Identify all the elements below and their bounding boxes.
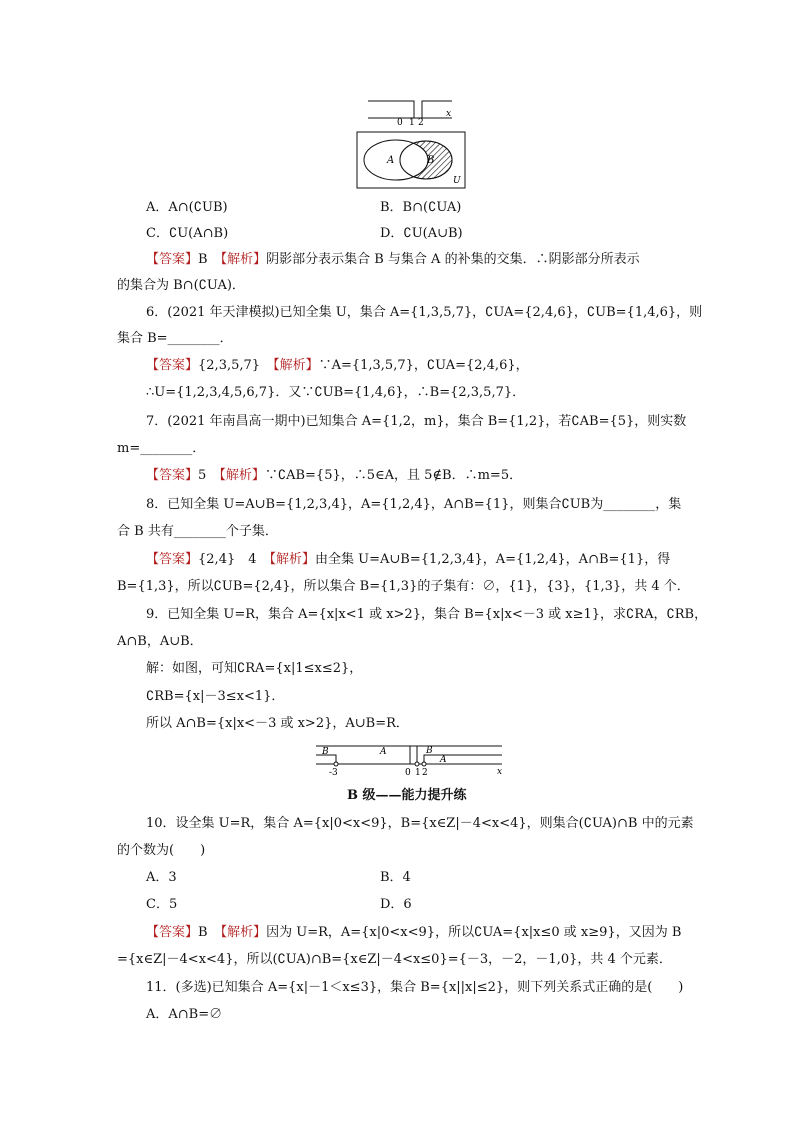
q10-option-a: A．3 (146, 870, 177, 885)
explanation-tag: 【解析】 (219, 468, 265, 483)
q10-option-b: B．4 (380, 870, 411, 885)
explanation-tag: 【解析】 (220, 925, 267, 940)
top-number-line-figure (360, 96, 460, 126)
q8-explanation-cont: B={1,3}，所以∁UB={2,4}，所以集合 B={1,3}的子集有：∅，{1}，{3}，{1,3}，共 4 个． (117, 579, 690, 594)
q9-solution-line-1: 解：如图，可知∁RA={x|1≤x≤2}， (146, 661, 363, 676)
answer-tag: 【答案】 (146, 552, 199, 567)
q10-option-d: D．6 (380, 897, 412, 912)
universe-label: U (453, 176, 461, 186)
q9-stem: 9．已知全集 U=R，集合 A={x|x<1 或 x>2}，集合 B={x|x<－3 或 x≥1}，求∁RA，∁RB， (146, 607, 708, 622)
q5-explanation-cont: 的集合为 B∩(∁UA)． (117, 278, 245, 293)
axis-label: x (497, 767, 503, 777)
q10-explanation-cont: ={x∈Z|－4<x<4}，所以(∁UA)∩B={x∈Z|－4<x≤0}={－3，－2，－1,0}，共 4 个元素． (117, 952, 672, 967)
q10-answer (146, 924, 681, 942)
q8-stem-cont: 合 B 共有________个子集． (117, 524, 278, 539)
explanation-tag: 【解析】 (273, 358, 319, 373)
q7-stem-cont: m=________． (117, 441, 206, 456)
set-b-label: B (427, 155, 435, 166)
answer-value: 5 (198, 468, 207, 483)
q6-answer (146, 357, 529, 375)
tick-label: -3 (329, 768, 338, 777)
answer-value: {2,3,5,7} (198, 358, 261, 373)
answer-value: {2,4} 4 (198, 552, 257, 567)
tick-label: 1 (415, 768, 421, 777)
q6-explanation-cont: ∴U={1,2,3,4,5,6,7}．又∵∁UB={1,4,6}，∴B={2,3,5,7}． (146, 385, 526, 400)
tick-label: 2 (422, 768, 428, 777)
answer-value: B (198, 925, 208, 940)
answer-tag: 【答案】 (146, 925, 199, 940)
q5-option-d: D．∁U(A∪B) (380, 226, 463, 241)
q10-option-c: C．5 (146, 897, 178, 912)
region-label: B (426, 746, 433, 756)
q7-stem: 7．(2021 年南昌高一期中)已知集合 A={1,2，m}，集合 B={1,2}，若∁AB={5}，则实数 (146, 414, 687, 429)
venn-diagram (356, 131, 466, 189)
explanation-text: 阴影部分表示集合 B 与集合 A 的补集的交集．∴阴影部分所表示 (266, 252, 640, 267)
q8-stem: 8．已知全集 U=A∪B={1,2,3,4}，A={1,2,4}，A∩B={1}，则集合∁UB为________，集 (146, 497, 682, 512)
region-label: A (380, 747, 387, 757)
q11-option-a: A．A∩B=∅ (146, 1007, 223, 1022)
q6-stem-cont: 集合 B=________． (117, 331, 233, 346)
q11-stem: 11．(多选)已知集合 A={x|－1＜x≤3}，集合 B={x||x|≤2}，则下列关系式正确的是( ) (146, 980, 684, 995)
explanation-text: ∵A={1,3,5,7}，∁UA={2,4,6}， (318, 358, 529, 373)
q9-solution-line-2: ∁RB={x|－3≤x<1}． (146, 689, 285, 704)
answer-tag: 【答案】 (146, 468, 199, 483)
q8-answer (146, 551, 670, 569)
tick-label: 0 (397, 118, 403, 126)
answer-tag: 【答案】 (146, 252, 199, 267)
q5-option-b: B．B∩(∁UA) (380, 200, 462, 215)
explanation-text: ∵∁AB={5}，∴5∈A，且 5∉B．∴m=5． (264, 468, 523, 483)
section-heading: B 级——能力提升练 (347, 788, 467, 803)
tick-label: 2 (418, 118, 424, 126)
q5-option-c: C．∁U(A∩B) (146, 226, 229, 241)
answer-tag: 【答案】 (146, 358, 199, 373)
bottom-number-line-figure (312, 741, 508, 777)
q9-solution-line-3: 所以 A∩B={x|x<－3 或 x>2}，A∪B=R． (146, 716, 409, 731)
tick-label: 0 (405, 768, 411, 777)
q5-answer (146, 251, 640, 269)
q10-stem-cont: 的个数为( ) (117, 843, 206, 858)
tick-label: 1 (409, 118, 415, 126)
q10-stem: 10．设全集 U=R，集合 A={x|0<x<9}，B={x∈Z|－4<x<4}，则集合(∁UA)∩B 中的元素 (146, 816, 694, 831)
q9-stem-cont: A∩B，A∪B． (117, 634, 203, 649)
region-label: A (440, 755, 447, 765)
set-a-label: A (387, 155, 395, 166)
axis-label: x (446, 109, 452, 119)
q6-stem: 6．(2021 年天津模拟)已知全集 U，集合 A={1,3,5,7}，∁UA={2,4,6}，∁UB={1,4,6}，则 (146, 305, 703, 320)
region-label: B (322, 747, 329, 757)
answer-value: B (198, 252, 208, 267)
explanation-text: 由全集 U=A∪B={1,2,3,4}，A={1,2,4}，A∩B={1}，得 (315, 552, 671, 567)
explanation-text: 因为 U=R，A={x|0<x<9}，所以∁UA={x|x≤0 或 x≥9}，又因为 B (266, 925, 682, 940)
explanation-tag: 【解析】 (269, 552, 316, 567)
q5-option-a: A．A∩(∁UB) (146, 200, 228, 215)
q7-answer (146, 467, 522, 485)
explanation-tag: 【解析】 (220, 252, 267, 267)
